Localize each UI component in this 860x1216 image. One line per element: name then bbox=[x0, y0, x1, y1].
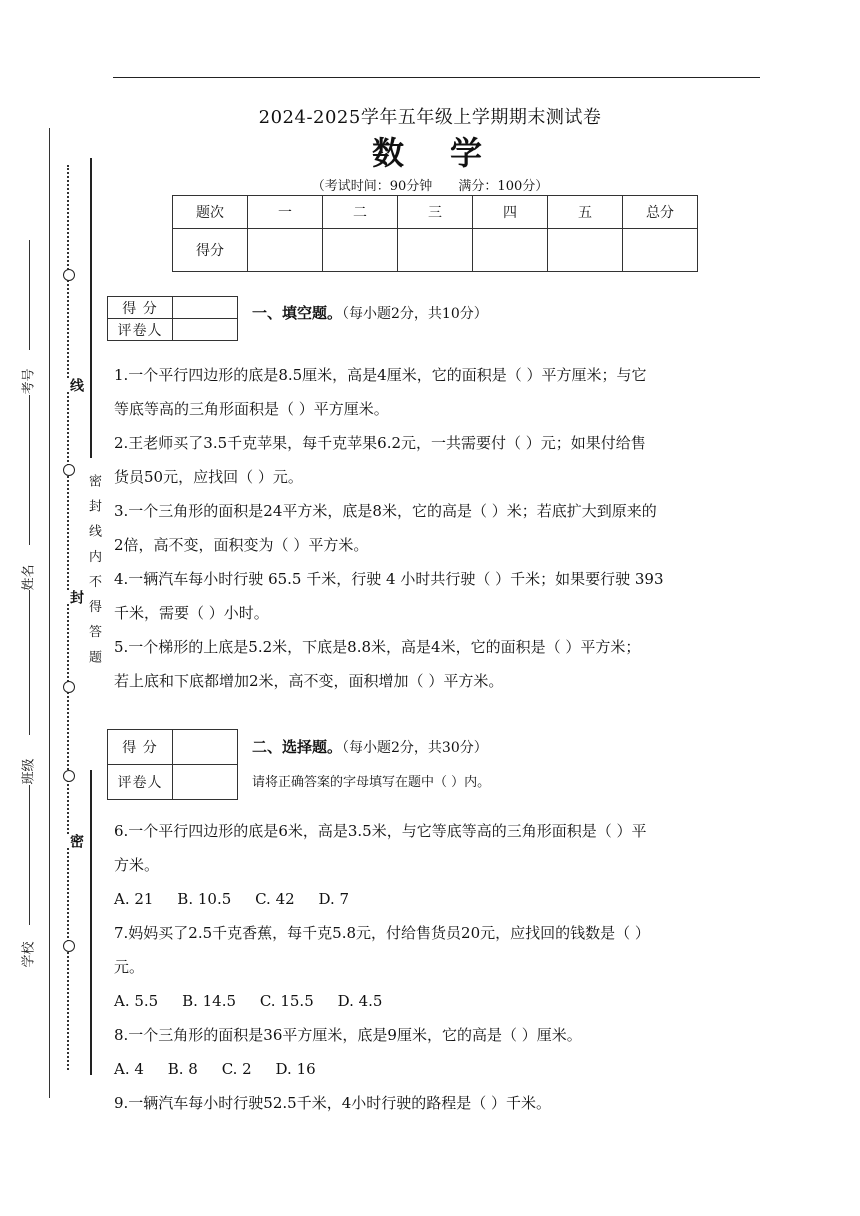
section1-note: （每小题2分，共10分） bbox=[342, 306, 488, 322]
question-line: 货员50元，应找回（ ）元。 bbox=[114, 468, 303, 486]
binding-hole bbox=[63, 269, 75, 281]
question-line: 方米。 bbox=[114, 856, 160, 874]
score-cell[interactable] bbox=[248, 229, 323, 272]
score-cell[interactable] bbox=[173, 730, 238, 765]
score-table-header: 总分 bbox=[623, 196, 698, 229]
field-line-school bbox=[29, 785, 30, 925]
field-label-class: 班级 bbox=[21, 758, 37, 785]
score-table bbox=[172, 195, 698, 272]
binding-hole bbox=[63, 940, 75, 952]
score-cell[interactable] bbox=[398, 229, 473, 272]
option-line: A. 5.5 B. 14.5 C. 15.5 D. 4.5 bbox=[114, 992, 383, 1010]
header-rule bbox=[113, 77, 760, 78]
binding-hole bbox=[63, 770, 75, 782]
field-label-exam-no: 考号 bbox=[21, 368, 37, 395]
question-line: 千米，需要（ ）小时。 bbox=[114, 604, 269, 622]
section1-heading bbox=[252, 302, 488, 323]
section2-heading bbox=[252, 736, 488, 757]
score-table-header: 二 bbox=[323, 196, 398, 229]
subject-title: 数学 bbox=[371, 134, 528, 172]
binding-solid-line-bottom bbox=[90, 770, 92, 1075]
binding-solid-line-top bbox=[90, 158, 92, 458]
score-cell[interactable] bbox=[623, 229, 698, 272]
section2-grader-box bbox=[107, 729, 238, 800]
question-line: 6.一个平行四边形的底是6米，高是3.5米，与它等底等高的三角形面积是（ ）平 bbox=[114, 822, 647, 840]
question-line: 等底等高的三角形面积是（ ）平方厘米。 bbox=[114, 400, 389, 418]
binding-hole bbox=[63, 464, 75, 476]
field-line-name bbox=[29, 395, 30, 545]
section2-instruction: 请将正确答案的字母填写在题中（ ）内。 bbox=[252, 775, 491, 790]
section1-title: 一、填空题。 bbox=[252, 304, 343, 322]
question-line: 7.妈妈买了2.5千克香蕉，每千克5.8元，付给售货员20元，应找回的钱数是（ ） bbox=[114, 924, 650, 942]
question-line: 元。 bbox=[114, 958, 145, 976]
score-table-header: 五 bbox=[548, 196, 623, 229]
grader-cell[interactable] bbox=[173, 765, 238, 800]
score-table-header: 题次 bbox=[173, 196, 248, 229]
question-line: 2.王老师买了3.5千克苹果，每千克苹果6.2元，一共需要付（ ）元；如果付给售 bbox=[114, 434, 646, 452]
score-table-header: 一 bbox=[248, 196, 323, 229]
question-line: 4.一辆汽车每小时行驶 65.5 千米，行驶 4 小时共行驶（ ）千米；如果要行驶 393 bbox=[114, 570, 664, 588]
score-cell[interactable] bbox=[323, 229, 398, 272]
seal-word-line: 线 bbox=[68, 378, 84, 392]
section2-questions bbox=[114, 814, 764, 1120]
section2-title: 二、选择题。 bbox=[252, 738, 343, 756]
question-line: 5.一个梯形的上底是5.2米，下底是8.8米，高是4米，它的面积是（ ）平方米； bbox=[114, 638, 641, 656]
question-line: 9.一辆汽车每小时行驶52.5千米，4小时行驶的路程是（ ）千米。 bbox=[114, 1094, 552, 1112]
option-line: A. 4 B. 8 C. 2 D. 16 bbox=[114, 1060, 316, 1078]
exam-title: 2024-2025学年五年级上学期期末测试卷 bbox=[258, 107, 602, 128]
grader-label: 评卷人 bbox=[108, 765, 173, 800]
binding-outer-line bbox=[49, 128, 50, 1098]
score-label: 得 分 bbox=[108, 297, 173, 319]
question-line: 3.一个三角形的面积是24平方米，底是8米，它的高是（ ）米；若底扩大到原来的 bbox=[114, 502, 657, 520]
score-cell[interactable] bbox=[473, 229, 548, 272]
option-line: A. 21 B. 10.5 C. 42 D. 7 bbox=[114, 890, 350, 908]
field-line-exam-no bbox=[29, 240, 30, 350]
field-label-name: 姓名 bbox=[21, 564, 37, 591]
binding-hole bbox=[63, 681, 75, 693]
question-line: 若上底和下底都增加2米，高不变，面积增加（ ）平方米。 bbox=[114, 672, 504, 690]
score-cell[interactable] bbox=[548, 229, 623, 272]
question-line: 2倍，高不变，面积变为（ ）平方米。 bbox=[114, 536, 369, 554]
seal-word-seal: 封 bbox=[68, 590, 84, 604]
field-line-class bbox=[29, 590, 30, 735]
section2-note: （每小题2分，共30分） bbox=[342, 740, 488, 756]
section1-grader-box bbox=[107, 296, 238, 341]
exam-info bbox=[0, 175, 860, 194]
score-label: 得 分 bbox=[108, 730, 173, 765]
score-cell[interactable] bbox=[173, 297, 238, 319]
section1-questions bbox=[114, 358, 764, 698]
field-label-school: 学校 bbox=[21, 941, 37, 968]
score-row-label: 得分 bbox=[173, 229, 248, 272]
exam-time: （考试时间：90分钟 bbox=[311, 179, 433, 194]
binding-dotted-line bbox=[67, 165, 69, 1070]
score-table-header: 三 bbox=[398, 196, 473, 229]
exam-full-score: 满分：100分） bbox=[458, 179, 549, 194]
question-line: 8.一个三角形的面积是36平方厘米，底是9厘米，它的高是（ ）厘米。 bbox=[114, 1026, 582, 1044]
grader-label: 评卷人 bbox=[108, 319, 173, 341]
score-table-header: 四 bbox=[473, 196, 548, 229]
grader-cell[interactable] bbox=[173, 319, 238, 341]
seal-word-mi: 密 bbox=[68, 834, 84, 848]
seal-notice: 密 封 线 内 不 得 答 题 bbox=[86, 474, 101, 667]
question-line: 1.一个平行四边形的底是8.5厘米，高是4厘米，它的面积是（ ）平方厘米；与它 bbox=[114, 366, 647, 384]
